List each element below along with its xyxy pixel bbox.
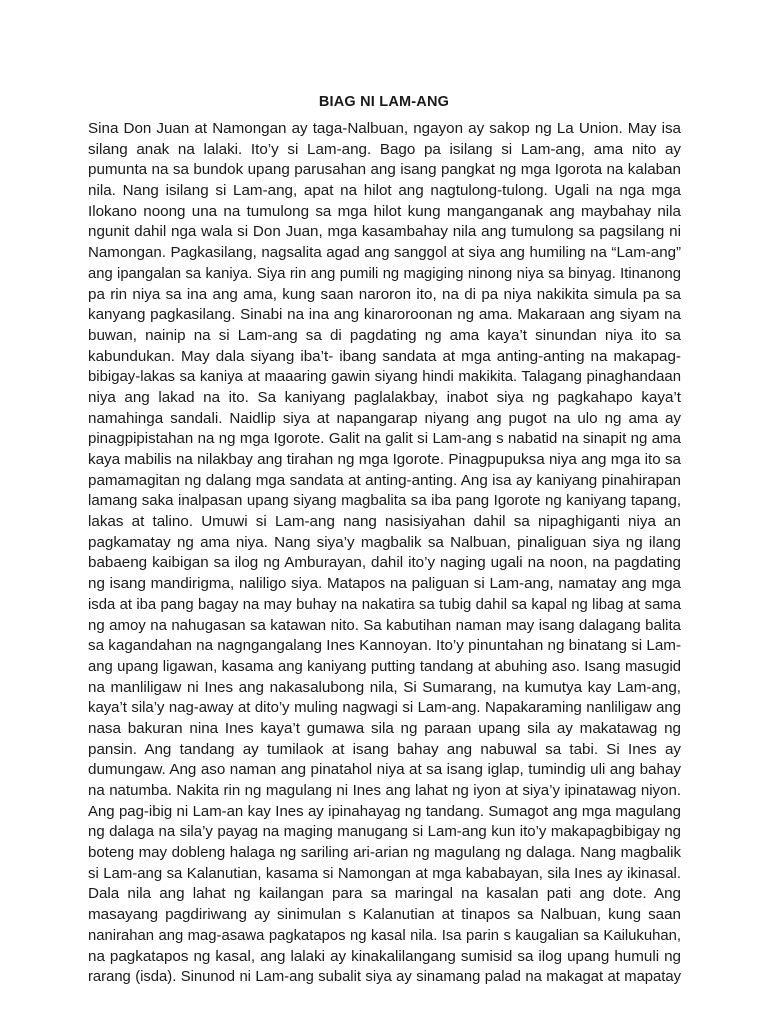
text-line: kanyang pagkasilang. Sinabi na ina ang kinaroroonan ng ama. Makaraan ang siyam na	[88, 306, 681, 324]
text-line: pagkamatay ng ama niya. Nang siya’y magbalik sa Nalbuan, pinaliguan siya ng ilang	[88, 533, 681, 551]
text-line: ngunit dahil nga wala si Don Juan, mga kasambahay nila ang tumulong sa pagsilang ni	[88, 223, 681, 241]
text-line: na pagkatapos ng kasal, ang lalaki ay kinakalilangang sumisid sa ilog upang humuli ng	[88, 947, 681, 965]
body-paragraph	[88, 119, 681, 988]
text-line: kaya mabilis na nilakbay ang tirahan ng mga Igorote. Pinagpupuksa niya ang mga ito sa	[88, 451, 681, 468]
text-line: silang anak na lalaki. Ito’y si Lam-ang. Bago pa isilang si Lam-ang, ama nito ay	[88, 140, 681, 158]
text-line: niya ang lakad na ito. Sa kaniyang paglalakbay, inabot siya ng pagkahapo kaya’t	[88, 388, 681, 406]
text-line: Sina Don Juan at Namongan ay taga-Nalbuan, ngayon ay sakop ng La Union. May isa	[88, 120, 681, 137]
text-line: ng isang mandirigma, naliligo siya. Matapos na paliguan si Lam-ang, namatay ang mga	[88, 575, 681, 593]
document-title: BIAG NI LAM-ANG	[318, 94, 450, 110]
text-line: Ang pag-ibig ni Lam-an kay Ines ay ipinahayag ng tandang. Sumagot ang mga magulang	[88, 802, 681, 820]
text-line: bibigay-lakas sa kaniya at maaaring gawin siyang hindi makikita. Talagang pinaghandaan	[88, 368, 681, 386]
text-line: boteng may dobleng halaga ng sariling ari-arian ng magulang ng dalaga. Nang magbalik	[88, 844, 681, 862]
text-line: nila. Nang isilang si Lam-ang, apat na hilot ang nagtulong-tulong. Ugali na nga mga	[88, 182, 681, 200]
text-line: Dala nila ang lahat ng kailangan para sa maringal na kasalan pati ang dote. Ang	[88, 885, 681, 903]
text-line: namahinga sandali. Naidlip siya at napangarap niyang ang pugot na ulo ng ama ay	[88, 409, 681, 427]
text-line: dumungaw. Ang aso naman ang pinatahol niya at sa isang iglap, tumindig uli ang bahay	[88, 761, 681, 779]
text-line: lamang saka inalpasan upang siyang magbalita sa iba pang Igorote ng kaniyang tapang,	[88, 492, 681, 510]
text-line: isda at iba pang bagay na may buhay na nakatira sa tubig dahil sa kapal ng libag at sama	[88, 596, 681, 613]
text-line: na natumba. Nakita rin ng magulang ni Ines ang lahat ng iyon at siya’y ipinatawag niyon.	[88, 782, 681, 799]
text-line: kabundukan. May dala siyang iba’t- ibang sandata at mga anting-anting na makapag-	[88, 347, 681, 365]
text-line: pa rin niya sa ina ang ama, kung saan naroron ito, na di pa niya nakikita simula pa sa	[88, 285, 681, 303]
text-line: Ilokano noong una na tumulong sa mga hilot kung manganganak ang maybahay nila	[88, 202, 681, 220]
text-line: kaya’t sila’y nag-away at dito’y muling nagwagi si Lam-ang. Napakaraming nanliligaw ang	[88, 700, 681, 717]
text-line: ang ipangalan sa kaniya. Siya rin ang pumili ng magiging ninong niya sa binyag. Itinanong	[88, 265, 681, 282]
text-line: masayang pagdiriwang ay sinimulan s Kalanutian at tinapos sa Nalbuan, kung saan	[88, 906, 681, 924]
text-line: nasa bakuran nina Ines kaya’t gumawa sila ng paraan upang sila ay makatawag ng	[88, 719, 681, 737]
text-line: ang upang ligawan, kasama ang kaniyang putting tandang at abuhing aso. Isang masugid	[88, 658, 681, 675]
text-line: pamamagitan ng dalang mga sandata at anting-anting. Ang isa ay kaniyang pinahirapan	[88, 471, 681, 489]
text-line: si Lam-ang sa Kalanutian, kasama si Namongan at mga kababayan, sila Ines ay ikinasal.	[88, 864, 681, 882]
text-line: na manliligaw ni Ines ang nakasalubong nila, Si Sumarang, na kumutya kay Lam-ang,	[88, 678, 681, 696]
text-line: lakas at talino. Umuwi si Lam-ang nang nasisiyahan dahil sa nipaghiganti niya an	[88, 513, 681, 531]
text-line: ng dalaga na sila’y payag na maging manugang si Lam-ang kun ito’y makapagbibigay ng	[88, 823, 681, 841]
text-line: babaeng kaibigan sa ilog ng Amburayan, dahil ito’y naging ugali na noon, na pagdating	[88, 554, 681, 572]
text-line: rarang (isda). Sinunod ni Lam-ang subalit siya ay sinamang palad na makagat at mapatay	[88, 969, 681, 986]
text-line: buwan, nainip na si Lam-ang sa di pagdating ng ama kaya’t sinundan niya ito sa	[88, 326, 681, 344]
text-line: nanirahan ang mag-asawa pagkatapos ng kasal nila. Isa parin s kaugalian sa Kailukuhan,	[88, 927, 681, 944]
text-line: ng amoy na nahugasan sa katawan nito. Sa kabutihan naman may isang dalagang balita	[88, 616, 681, 634]
text-line: sa kagandahan na nagngangalang Ines Kannoyan. Ito’y pinuntahan ng binatang si Lam-	[88, 637, 681, 655]
text-line: pansin. Ang tandang ay tumilaok at isang bahay ang nabuwal sa tabi. Si Ines ay	[88, 740, 681, 758]
text-line: pinagpipistahan na ng mga Igorote. Galit na galit si Lam-ang s nabatid na sinapit ng ama	[88, 430, 681, 448]
text-line: pumunta na sa bundok upang parusahan ang isang pangkat ng mga Igorota na kalaban	[88, 161, 681, 179]
text-line: Namongan. Pagkasilang, nagsalita agad ang sanggol at siya ang humiling na “Lam-ang”	[88, 244, 681, 262]
